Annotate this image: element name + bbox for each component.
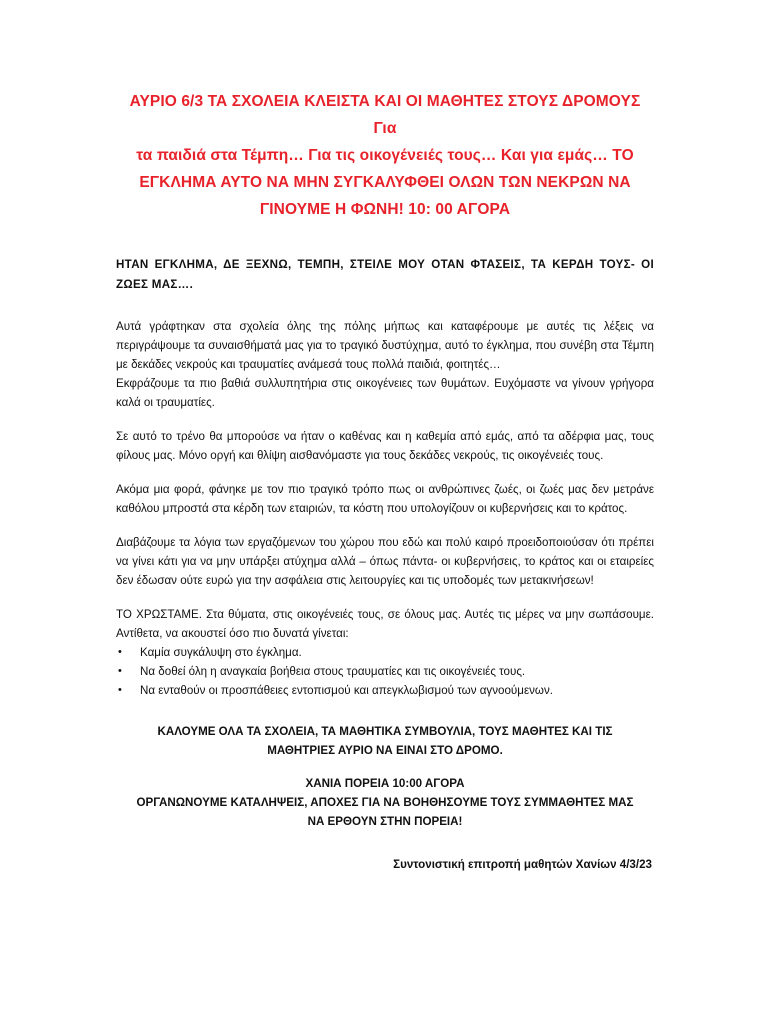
signature: Συντονιστική επιτροπή μαθητών Χανίων 4/3/23: [393, 858, 652, 871]
paragraph-4: [116, 533, 654, 590]
headline-line-3: ΕΓΚΛΗΜΑ ΑΥΤΟ ΝΑ ΜΗΝ ΣΥΓΚΑΛΥΦΘΕΙ ΟΛΩΝ ΤΩΝ ΝΕΚΡΩΝ ΝΑ: [139, 174, 631, 191]
headline-line-1: ΑΥΡΙΟ 6/3 ΤΑ ΣΧΟΛΕΙΑ ΚΛΕΙΣΤΑ ΚΑΙ ΟΙ ΜΑΘΗΤΕΣ ΣΤΟΥΣ ΔΡΟΜΟΥΣ Για: [129, 93, 641, 137]
paragraph-5: [116, 605, 654, 643]
intro-slogans: ΗΤΑΝ ΕΓΚΛΗΜΑ, ΔΕ ΞΕΧΝΩ, ΤΕΜΠΗ, ΣΤΕΙΛΕ ΜΟΥ ΟΤΑΝ ΦΤΑΣΕΙΣ, ΤΑ ΚΕΡΔΗ ΤΟΥΣ- ΟΙ ΖΩΕΣ ΜΑΣ….: [116, 258, 654, 291]
march-line-2: ΟΡΓΑΝΩΝΟΥΜΕ ΚΑΤΑΛΗΨΕΙΣ, ΑΠΟΧΕΣ ΓΙΑ ΝΑ ΒΟΗΘΗΣΟΥΜΕ ΤΟΥΣ ΣΥΜΜΑΘΗΤΕΣ ΜΑΣ: [136, 796, 634, 809]
paragraph-1: [116, 317, 654, 412]
paragraph-4-text: Διαβάζουμε τα λόγια των εργαζόμενων του χώρου που εδώ και πολύ καιρό προειδοποιούσαν ότι πρέπει να γίνει κάτι για να μην υπάρξει ατύχημα αλλά – όπως πάντα- οι κυβερνήσεις, το κράτος και οι εταιρείες δεν έδωσαν ούτε ευρώ για την ασφάλεια στις λειτουργίες και τις υποδομές των μετακινήσεων!: [116, 536, 654, 587]
march-announcement: [116, 774, 654, 831]
call-line-2: ΜΑΘΗΤΡΙΕΣ ΑΥΡΙΟ ΝΑ ΕΙΝΑΙ ΣΤΟ ΔΡΟΜΟ.: [267, 744, 503, 757]
paragraph-1b-text: Εκφράζουμε τα πιο βαθιά συλλυπητήρια στις οικογένειες των θυμάτων. Ευχόμαστε να γίνουν γρήγορα καλά οι τραυματίες.: [116, 377, 654, 409]
list-item: [116, 662, 654, 681]
march-line-1: ΧΑΝΙΑ ΠΟΡΕΙΑ 10:00 ΑΓΟΡΑ: [305, 777, 465, 790]
paragraph-3: [116, 480, 654, 518]
bullet-icon: •: [118, 646, 122, 658]
demands-list: [116, 643, 654, 700]
demand-text: Να δοθεί όλη η αναγκαία βοήθεια στους τραυματίες και τις οικογένειές τους.: [140, 665, 526, 678]
march-line-3: ΝΑ ΕΡΘΟΥΝ ΣΤΗΝ ΠΟΡΕΙΑ!: [307, 815, 463, 828]
bullet-icon: •: [118, 665, 122, 677]
headline-line-4: ΓΙΝΟΥΜΕ Η ΦΩΝΗ! 10: 00 ΑΓΟΡΑ: [259, 201, 511, 218]
paragraph-1-text: Αυτά γράφτηκαν στα σχολεία όλης της πόλης μήπως και καταφέρουμε με αυτές τις λέξεις να περιγράψουμε τα συναισθήματά μας για το τραγικό δυστύχημα, αυτό το έγκλημα, που συνέβη στα Τέμπη με δεκάδες νεκρούς και τραυματίες ανάμεσά τους πολλά παιδιά, φοιτητές…: [116, 320, 654, 371]
demand-text: Καμία συγκάλυψη στο έγκλημα.: [140, 646, 302, 659]
list-item: [116, 681, 654, 700]
headline-line-2: τα παιδιά στα Τέμπη… Για τις οικογένειές τους… Και για εμάς… ΤΟ: [136, 147, 634, 164]
call-to-schools: [116, 722, 654, 760]
list-item: [116, 643, 654, 662]
paragraph-2: [116, 427, 654, 465]
paragraph-3-text: Ακόμα μια φορά, φάνηκε με τον πιο τραγικό τρόπο πως οι ανθρώπινες ζωές, οι ζωές μας δεν μετράνε καθόλου μπροστά στα κέρδη των εταιριών, τα κόστη που υπολογίζουν οι κυβερνήσεις και το κράτος.: [116, 483, 654, 515]
headline: [116, 88, 654, 223]
bullet-icon: •: [118, 684, 122, 696]
demand-text: Να ενταθούν οι προσπάθειες εντοπισμού και απεγκλωβισμού των αγνοούμενων.: [140, 684, 553, 697]
call-line-1: ΚΑΛΟΥΜΕ ΟΛΑ ΤΑ ΣΧΟΛΕΙΑ, ΤΑ ΜΑΘΗΤΙΚΑ ΣΥΜΒΟΥΛΙΑ, ΤΟΥΣ ΜΑΘΗΤΕΣ ΚΑΙ ΤΙΣ: [157, 725, 613, 738]
paragraph-5-text: ΤΟ ΧΡΩΣΤΑΜΕ. Στα θύματα, στις οικογένειές τους, σε όλους μας. Αυτές τις μέρες να μην σωπάσουμε. Αντίθετα, να ακουστεί όσο πιο δυνατά γίνεται:: [116, 608, 654, 640]
paragraph-2-text: Σε αυτό το τρένο θα μπορούσε να ήταν ο καθένας και η καθεμία από εμάς, από τα αδέρφια μας, τους φίλους μας. Μόνο οργή και θλίψη αισθανόμαστε για τους δεκάδες νεκρούς, τις οικογένειές τους.: [116, 430, 654, 462]
